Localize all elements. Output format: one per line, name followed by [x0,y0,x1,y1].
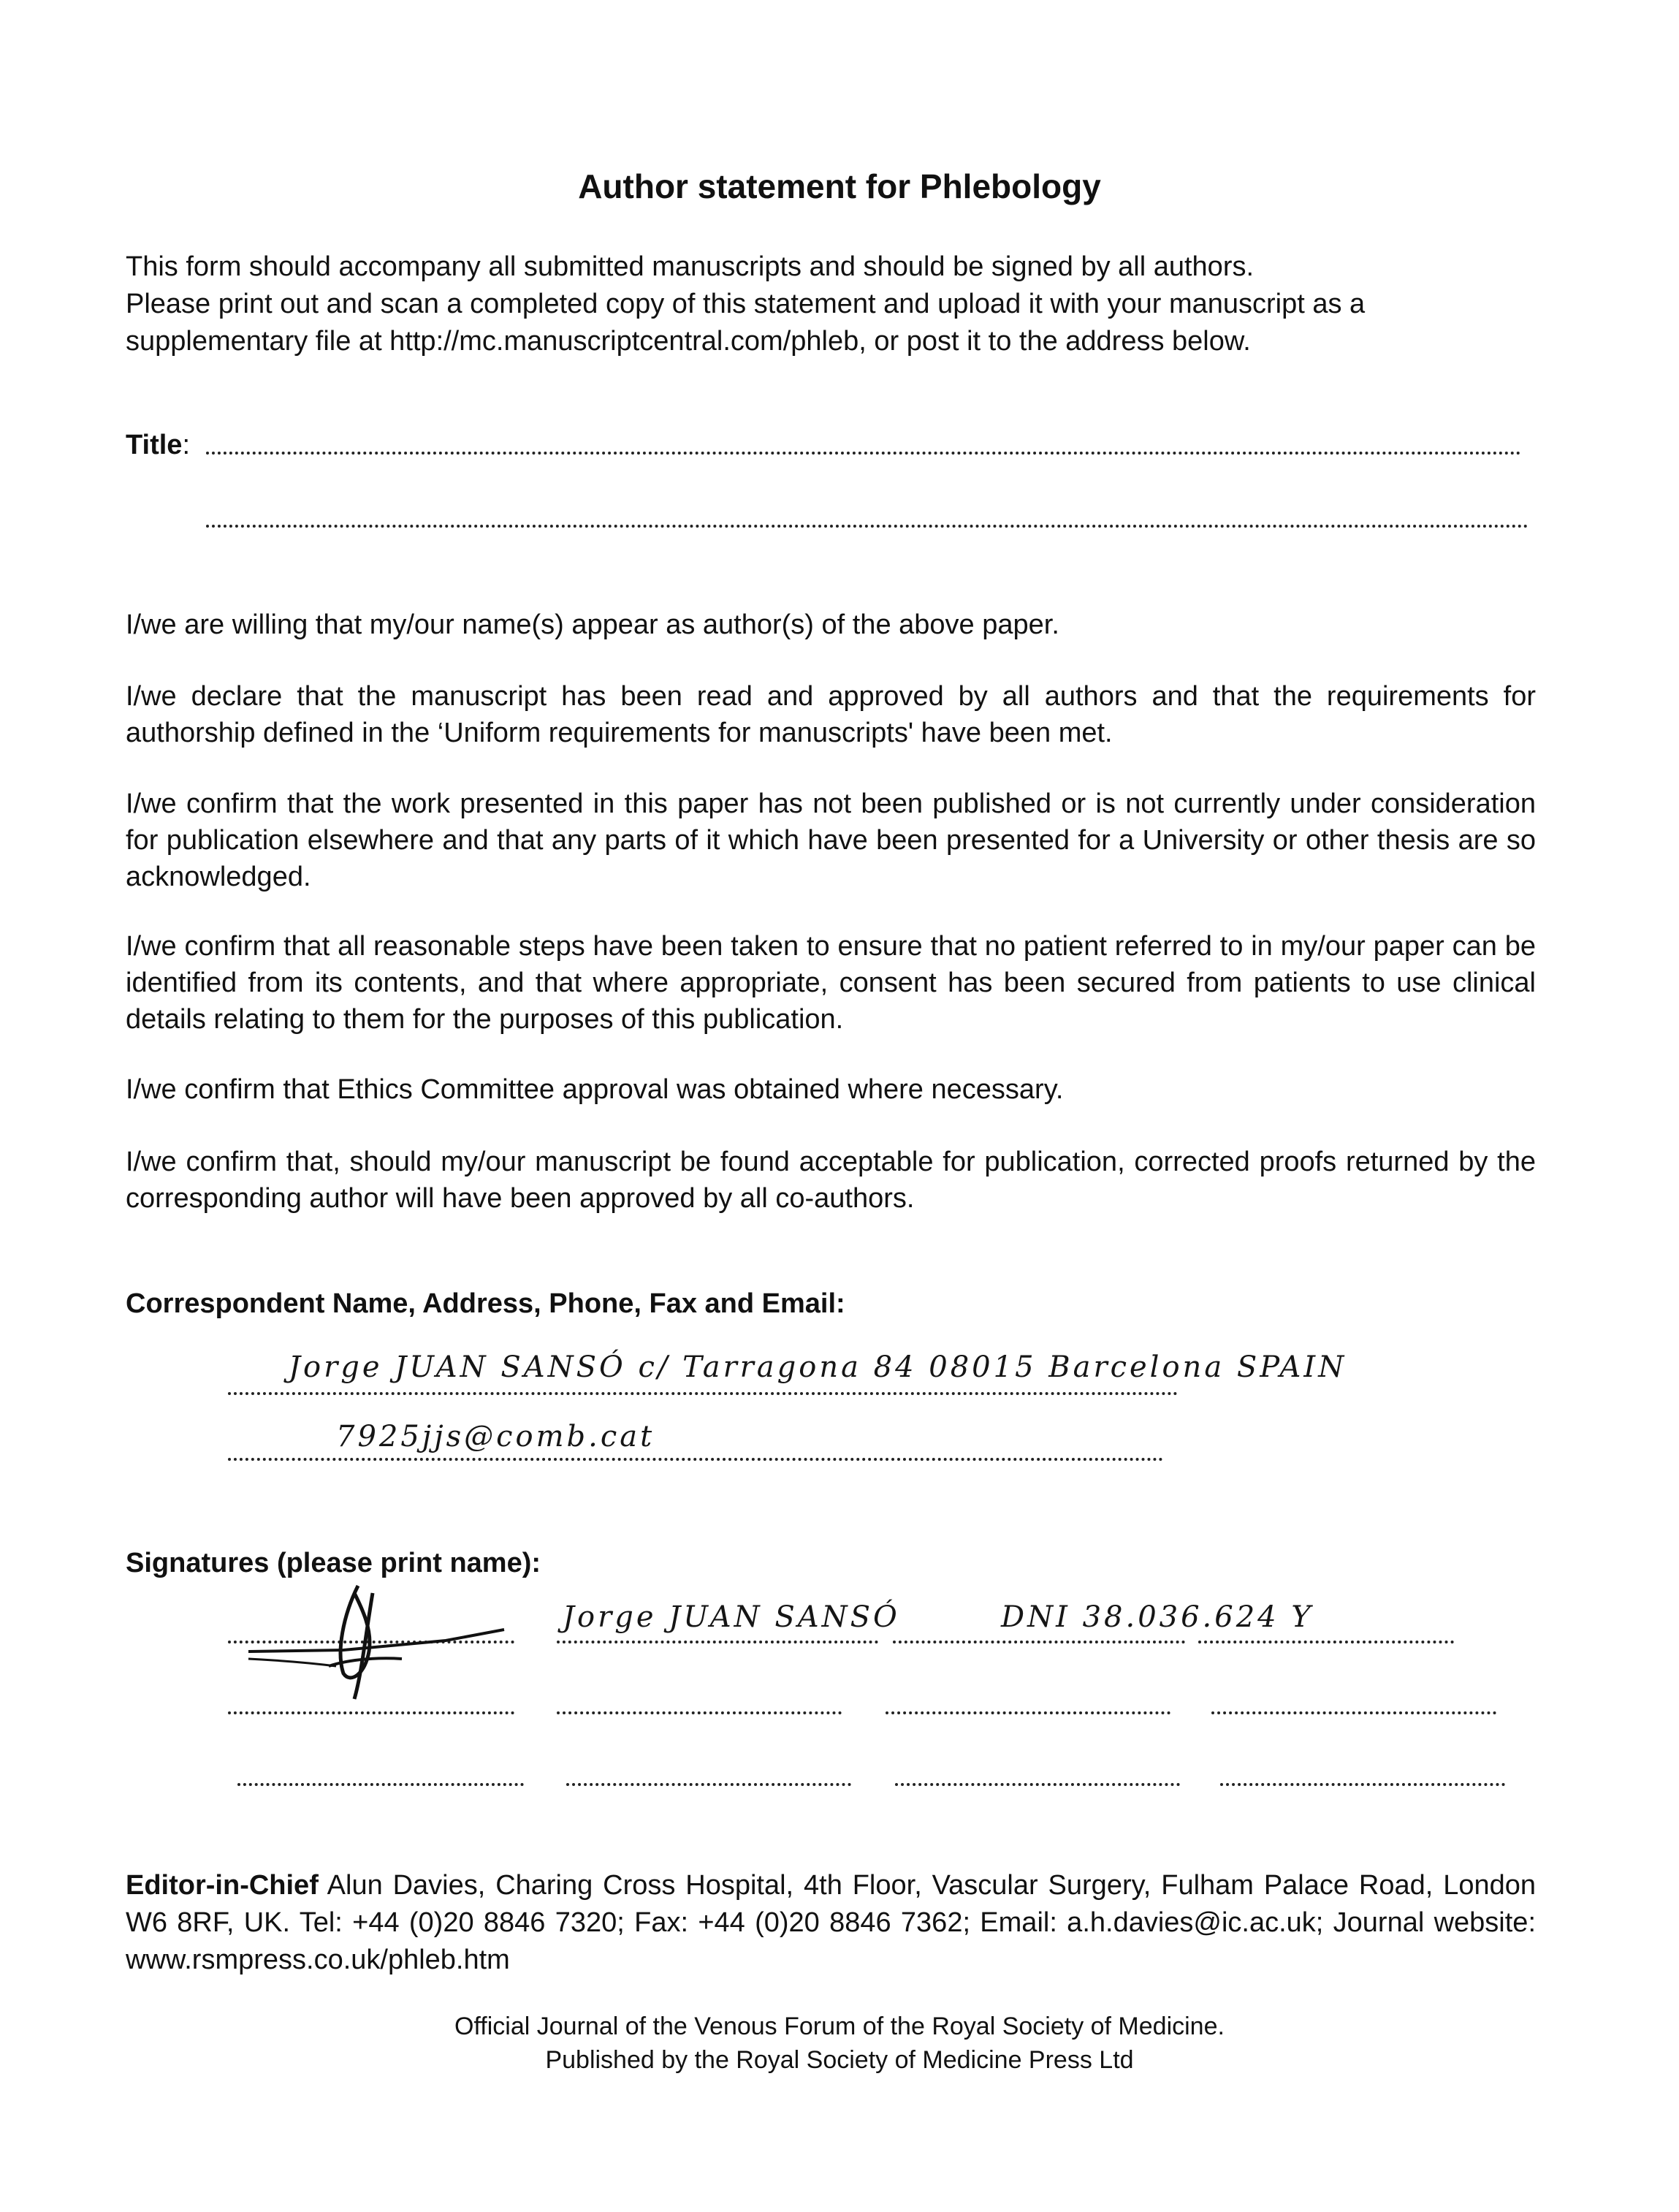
id-number-handwritten: DNI 38.036.624 Y [1001,1600,1314,1634]
footer-line-1: Official Journal of the Venous Forum of the Royal Society of Medicine. [454,2013,1225,2040]
signature-line-3a[interactable] [237,1783,524,1786]
statement-2: I/we declare that the manuscript has been read and approved by all authors and that the requirements for authorship defined in the ‘Uniform requirements for manuscripts' have been met. [126,681,1536,748]
correspondent-handwritten-email: 7925jjs@comb.cat [336,1420,655,1453]
editor-info [126,1867,1536,1979]
signature-line-1b[interactable] [557,1641,878,1643]
signature-line-2a[interactable] [228,1711,514,1714]
statement-1: I/we are willing that my/our name(s) appear as author(s) of the above paper. [126,609,1059,640]
signature-line-1d[interactable] [1198,1641,1454,1643]
statement-4: I/we confirm that all reasonable steps have been taken to ensure that no patient referred to in my/our paper can be identified from its contents, and that where appropriate, consent has been secured from patients to use clinical details relating to them for the purposes of this publication. [126,931,1536,1035]
statement-5: I/we confirm that Ethics Committee approval was obtained where necessary. [126,1074,1064,1105]
signature-line-3b[interactable] [566,1783,851,1786]
form-title: Author statement for Phlebology [578,167,1101,205]
signature-line-1c[interactable] [893,1641,1185,1643]
correspondent-handwritten-address: Jorge JUAN SANSÓ c/ Tarragona 84 08015 Barcelona SPAIN [289,1350,1347,1384]
title-input-line-2[interactable] [206,525,1528,528]
intro-line-1: This form should accompany all submitted manuscripts and should be signed by all authors. [126,251,1255,282]
statement-6: I/we confirm that, should my/our manuscript be found acceptable for publication, corrected proofs returned by the corresponding author will have been approved by all co-authors. [126,1147,1536,1214]
handwritten-signature [234,1564,526,1710]
intro-text [126,248,1550,360]
correspondent-label: Correspondent Name, Address, Phone, Fax and Email: [126,1288,845,1319]
signatures-label: Signatures (please print name): [126,1548,541,1578]
signature-line-3c[interactable] [895,1783,1180,1786]
signature-line-2b[interactable] [557,1711,842,1714]
statement-3: I/we confirm that the work presented in this paper has not been published or is not currently under consideration for publication elsewhere and that any parts of it which have been presented for a University or other thesis are so acknowledged. [126,788,1536,892]
signature-line-2d[interactable] [1211,1711,1496,1714]
footer-line-2: Published by the Royal Society of Medicine Press Ltd [545,2046,1134,2074]
title-colon: : [182,430,190,460]
intro-line-2: Please print out and scan a completed copy of this statement and upload it with your manuscript as a supplementary file at http://mc.manuscriptcentral.com/phleb, or post it to the address below. [126,289,1366,357]
correspondent-line-2[interactable] [228,1458,1163,1461]
correspondent-line-1[interactable] [228,1392,1178,1395]
title-field-label [126,430,190,461]
printed-name-handwritten: Jorge JUAN SANSÓ [563,1600,900,1634]
title-label: Title [126,430,183,460]
editor-label: Editor-in-Chief [126,1870,319,1901]
footer [0,2010,1679,2077]
title-input-line-1[interactable] [206,452,1521,455]
editor-text: Alun Davies, Charing Cross Hospital, 4th Floor, Vascular Surgery, Fulham Palace Road, London W6 8RF, UK. Tel: +44 (0)20 8846 7320; Fax: +44 (0)20 8846 7362; Email: a.h.davies@ic.ac.uk; Journal website: www.rsmpress.co.uk/phleb.htm [126,1870,1536,1975]
signature-line-2c[interactable] [886,1711,1170,1714]
signature-line-3d[interactable] [1220,1783,1505,1786]
